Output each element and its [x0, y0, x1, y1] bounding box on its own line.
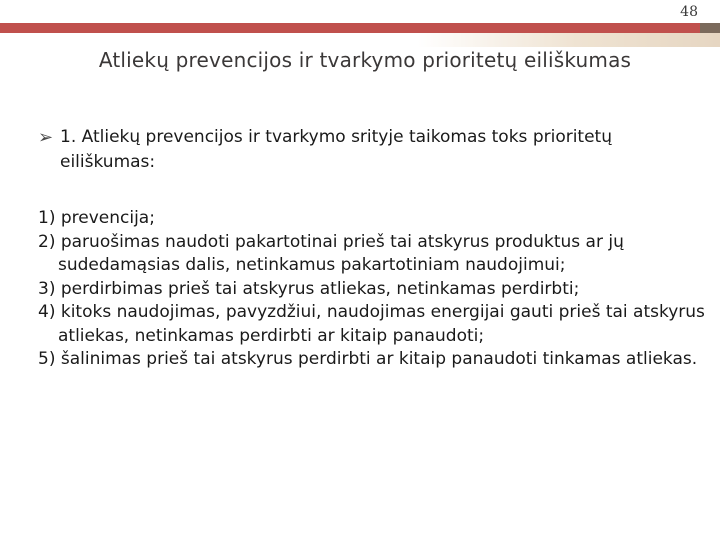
list-item-2: 2) paruošimas naudoti pakartotinai prieš tai atskyrus produktus ar jų sudedamąsias dalis, netinkamus pakartotiniam naudojimui; [38, 231, 624, 275]
list-item-1: 1) prevencija; [38, 208, 155, 228]
slide-title: Atliekų prevencijos ir tvarkymo prioritetų eiliškumas [98, 48, 632, 72]
bullet-paragraph [38, 125, 698, 175]
header-band [0, 0, 720, 34]
list-item-4: 4) kitoks naudojimas, pavyzdžiui, naudojimas energijai gauti prieš tai atskyrus atliekas, netinkamas perdirbti ar kitaip panaudoti; [38, 302, 705, 346]
header-bar-gradient [0, 33, 720, 47]
slide-number: 48 [680, 4, 698, 20]
arrow-bullet-icon: ➢ [38, 127, 54, 148]
bullet-text: 1. Atliekų prevencijos ir tvarkymo srityje taikomas toks prioritetų eiliškumas: [60, 127, 612, 172]
priority-list [38, 207, 718, 372]
list-item-3: 3) perdirbimas prieš tai atskyrus atliekas, netinkamas perdirbti; [38, 278, 580, 299]
list-item-5: 5) šalinimas prieš tai atskyrus perdirbti ar kitaip panaudoti tinkamas atliekas. [38, 349, 698, 369]
header-bar-red [0, 23, 700, 33]
